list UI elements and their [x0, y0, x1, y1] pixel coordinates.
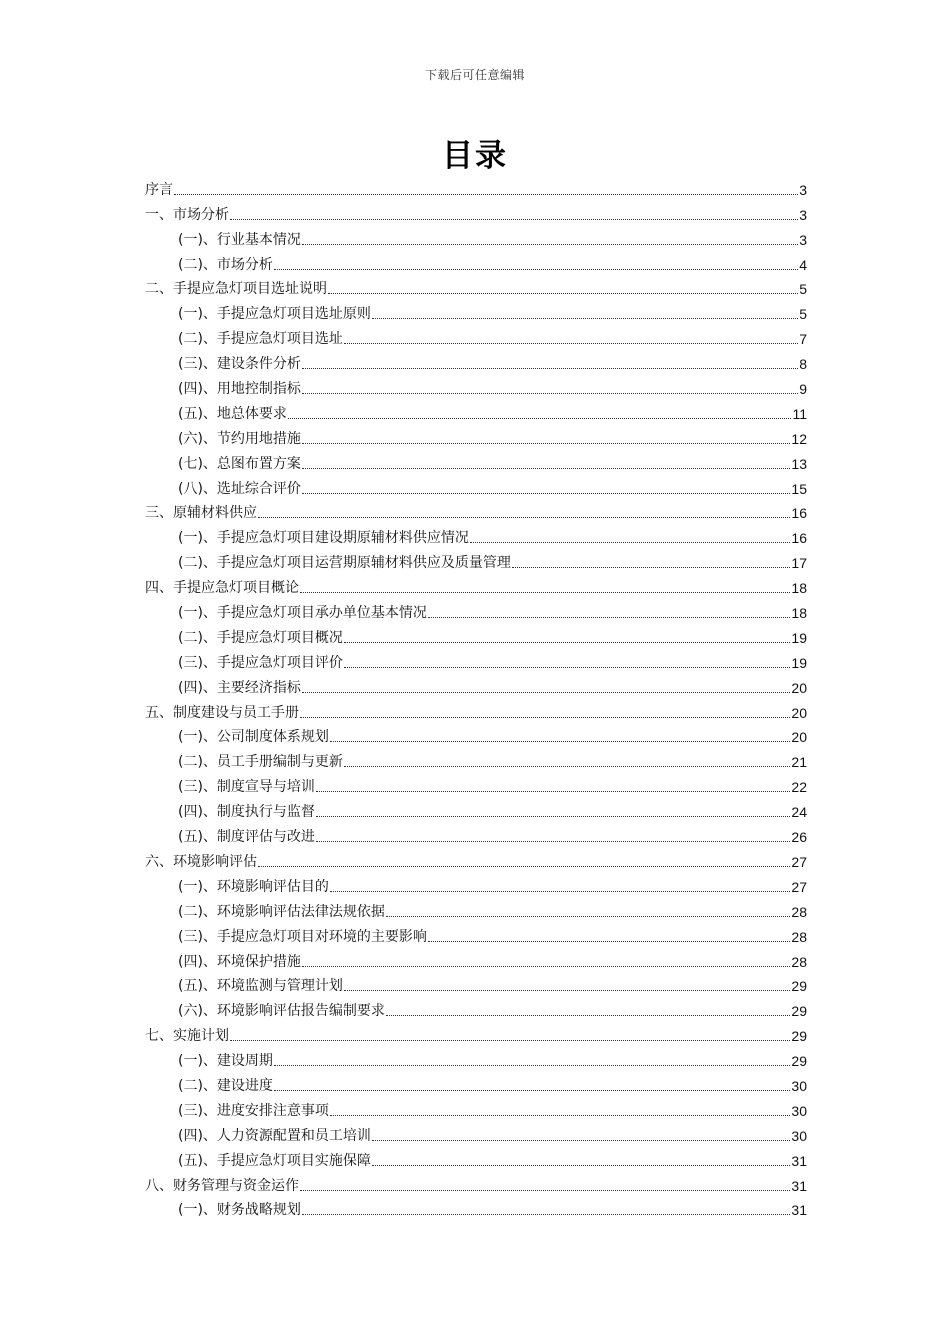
toc-entry-text: (八)、选址综合评价: [178, 480, 301, 497]
toc-entry[interactable]: [145, 1095, 807, 1120]
toc-entry-text: 五、制度建设与员工手册: [145, 704, 299, 721]
toc-entry-text: (二)、手提应急灯项目运营期原辅材料供应及质量管理: [178, 555, 511, 572]
toc-entry-page: 21: [791, 754, 807, 771]
toc-dot-leader: [386, 915, 790, 917]
toc-entry-text: 六、环境影响评估: [145, 853, 257, 870]
toc-entry-text: 七、实施计划: [145, 1028, 229, 1045]
toc-entry-page: 3: [799, 231, 807, 248]
toc-entry-text: (四)、环境保护措施: [178, 953, 301, 970]
toc-entry[interactable]: [145, 274, 807, 299]
toc-dot-leader: [344, 342, 798, 344]
toc-entry-page: 4: [799, 256, 807, 273]
toc-entry-text: 序言: [145, 181, 173, 198]
toc-entry-page: 3: [799, 206, 807, 223]
toc-entry[interactable]: [145, 672, 807, 697]
toc-entry-page: 31: [791, 1202, 807, 1219]
toc-dot-leader: [386, 1014, 790, 1016]
toc-dot-leader: [302, 367, 798, 369]
toc-entry-page: 30: [791, 1077, 807, 1094]
toc-dot-leader: [300, 591, 790, 593]
toc-entry-text: (三)、进度安排注意事项: [178, 1102, 329, 1119]
toc-dot-leader: [330, 1114, 790, 1116]
toc-entry[interactable]: [145, 921, 807, 946]
toc-dot-leader: [302, 392, 798, 394]
toc-entry-page: 19: [791, 654, 807, 671]
toc-entry-text: (三)、建设条件分析: [178, 356, 301, 373]
toc-dot-leader: [330, 740, 790, 742]
toc-entry-page: 11: [792, 405, 807, 422]
toc-dot-leader: [344, 989, 790, 991]
toc-entry-page: 26: [791, 829, 807, 846]
toc-entry-page: 16: [791, 530, 807, 547]
toc-entry[interactable]: [145, 697, 807, 722]
toc-title: 目录: [442, 138, 508, 174]
toc-entry[interactable]: [145, 1045, 807, 1070]
toc-dot-leader: [302, 243, 798, 245]
toc-dot-leader: [512, 566, 790, 568]
toc-entry[interactable]: [145, 298, 807, 323]
toc-entry-text: (五)、制度评估与改进: [178, 829, 315, 846]
header-note: 下载后可任意编辑: [424, 68, 525, 82]
toc-entry-page: 16: [791, 505, 807, 522]
toc-entry[interactable]: [145, 1020, 807, 1045]
toc-entry-text: 二、手提应急灯项目选址说明: [145, 281, 327, 298]
toc-entry[interactable]: [145, 224, 807, 249]
toc-entry[interactable]: [145, 846, 807, 871]
toc-entry-text: 四、手提应急灯项目概论: [145, 580, 299, 597]
toc-dot-leader: [258, 516, 790, 518]
toc-entry[interactable]: [145, 498, 807, 523]
toc-entry-page: 17: [791, 555, 807, 572]
toc-entry-text: 八、财务管理与资金运作: [145, 1177, 299, 1194]
toc-dot-leader: [428, 940, 790, 942]
toc-entry-text: (三)、手提应急灯项目评价: [178, 654, 343, 671]
toc-entry-text: (五)、手提应急灯项目实施保障: [178, 1152, 371, 1169]
toc-entry[interactable]: [145, 1195, 807, 1220]
toc-dot-leader: [302, 442, 790, 444]
toc-entry-text: (二)、手提应急灯项目概况: [178, 629, 343, 646]
toc-dot-leader: [302, 1213, 790, 1215]
toc-dot-leader: [316, 840, 790, 842]
toc-entry[interactable]: [145, 821, 807, 846]
table-of-contents: [145, 174, 807, 1219]
toc-dot-leader: [328, 292, 798, 294]
toc-entry-page: 20: [791, 679, 807, 696]
toc-entry[interactable]: [145, 946, 807, 971]
toc-entry-text: (四)、用地控制指标: [178, 381, 301, 398]
toc-entry[interactable]: [145, 771, 807, 796]
toc-entry-text: (一)、手提应急灯项目建设期原辅材料供应情况: [178, 530, 469, 547]
toc-entry[interactable]: [145, 398, 807, 423]
toc-entry-page: 8: [799, 356, 807, 373]
toc-entry-text: (五)、地总体要求: [178, 405, 287, 422]
toc-entry[interactable]: [145, 1120, 807, 1145]
toc-entry-text: (五)、环境监测与管理计划: [178, 978, 343, 995]
toc-entry-page: 5: [799, 281, 807, 298]
toc-entry-page: 30: [791, 1127, 807, 1144]
toc-entry-page: 18: [791, 580, 807, 597]
toc-entry-text: (一)、建设周期: [178, 1053, 273, 1070]
toc-dot-leader: [274, 1089, 790, 1091]
toc-entry-page: 20: [791, 704, 807, 721]
toc-dot-leader: [372, 1139, 790, 1141]
toc-entry[interactable]: [145, 796, 807, 821]
toc-entry-page: 9: [799, 381, 807, 398]
toc-entry[interactable]: [145, 995, 807, 1020]
toc-entry-text: (二)、市场分析: [178, 256, 273, 273]
toc-entry-page: 31: [791, 1152, 807, 1169]
toc-dot-leader: [428, 616, 790, 618]
toc-dot-leader: [344, 765, 790, 767]
toc-entry-page: 28: [791, 903, 807, 920]
toc-dot-leader: [470, 541, 790, 543]
toc-entry-page: 31: [791, 1177, 807, 1194]
toc-entry[interactable]: [145, 348, 807, 373]
toc-entry-text: (三)、手提应急灯项目对环境的主要影响: [178, 928, 427, 945]
toc-entry-page: 29: [791, 1028, 807, 1045]
toc-dot-leader: [230, 1039, 790, 1041]
toc-entry-page: 12: [791, 430, 807, 447]
toc-entry-page: 3: [799, 181, 807, 198]
toc-dot-leader: [344, 641, 790, 643]
toc-entry-text: (一)、财务战略规划: [178, 1202, 301, 1219]
toc-entry-page: 13: [791, 455, 807, 472]
toc-dot-leader: [316, 790, 790, 792]
toc-entry-text: (一)、手提应急灯项目承办单位基本情况: [178, 605, 427, 622]
toc-dot-leader: [330, 890, 790, 892]
toc-dot-leader: [302, 492, 790, 494]
toc-entry-text: (四)、人力资源配置和员工培训: [178, 1127, 371, 1144]
toc-entry[interactable]: [145, 647, 807, 672]
toc-entry[interactable]: [145, 448, 807, 473]
toc-entry-page: 20: [791, 729, 807, 746]
toc-entry-page: 22: [791, 779, 807, 796]
toc-dot-leader: [174, 193, 798, 195]
toc-entry[interactable]: [145, 373, 807, 398]
toc-entry-text: (二)、建设进度: [178, 1077, 273, 1094]
toc-entry-text: (七)、总图布置方案: [178, 455, 301, 472]
toc-entry-text: (四)、主要经济指标: [178, 679, 301, 696]
toc-entry[interactable]: [145, 199, 807, 224]
toc-entry-text: (六)、环境影响评估报告编制要求: [178, 1003, 385, 1020]
toc-entry-text: (二)、环境影响评估法律法规依据: [178, 903, 385, 920]
toc-entry-page: 28: [791, 953, 807, 970]
toc-entry-page: 5: [799, 306, 807, 323]
toc-entry[interactable]: [145, 174, 807, 199]
toc-entry-page: 30: [791, 1102, 807, 1119]
toc-dot-leader: [274, 1064, 790, 1066]
toc-entry[interactable]: [145, 547, 807, 572]
toc-entry[interactable]: [145, 622, 807, 647]
toc-entry[interactable]: [145, 746, 807, 771]
toc-entry-page: 27: [791, 878, 807, 895]
toc-dot-leader: [300, 716, 790, 718]
toc-entry-page: 29: [791, 1003, 807, 1020]
toc-dot-leader: [230, 218, 798, 220]
toc-entry-page: 15: [791, 480, 807, 497]
toc-dot-leader: [344, 666, 790, 668]
toc-entry-text: (一)、环境影响评估目的: [178, 878, 329, 895]
toc-entry-page: 27: [791, 853, 807, 870]
toc-entry[interactable]: [145, 323, 807, 348]
toc-dot-leader: [274, 268, 798, 270]
toc-entry[interactable]: [145, 572, 807, 597]
toc-dot-leader: [300, 1189, 790, 1191]
toc-dot-leader: [302, 965, 790, 967]
toc-entry-text: (六)、节约用地措施: [178, 430, 301, 447]
toc-entry-text: 三、原辅材料供应: [145, 505, 257, 522]
toc-entry-text: (四)、制度执行与监督: [178, 804, 315, 821]
toc-entry[interactable]: [145, 871, 807, 896]
toc-entry[interactable]: [145, 522, 807, 547]
toc-entry-page: 18: [791, 605, 807, 622]
toc-entry[interactable]: [145, 722, 807, 747]
toc-entry[interactable]: [145, 249, 807, 274]
toc-dot-leader: [288, 417, 792, 419]
toc-entry-page: 24: [791, 804, 807, 821]
toc-entry-text: (一)、行业基本情况: [178, 231, 301, 248]
toc-entry-text: (一)、手提应急灯项目选址原则: [178, 306, 371, 323]
toc-entry-text: 一、市场分析: [145, 206, 229, 223]
toc-entry-text: (一)、公司制度体系规划: [178, 729, 329, 746]
toc-dot-leader: [258, 865, 790, 867]
toc-dot-leader: [302, 467, 790, 469]
toc-entry[interactable]: [145, 971, 807, 996]
toc-dot-leader: [372, 317, 798, 319]
toc-entry[interactable]: [145, 473, 807, 498]
toc-dot-leader: [302, 691, 790, 693]
toc-entry[interactable]: [145, 896, 807, 921]
toc-entry[interactable]: [145, 1145, 807, 1170]
toc-entry[interactable]: [145, 1070, 807, 1095]
toc-entry-page: 19: [791, 629, 807, 646]
toc-entry-text: (二)、手提应急灯项目选址: [178, 331, 343, 348]
toc-entry-page: 28: [791, 928, 807, 945]
toc-entry-page: 29: [791, 978, 807, 995]
toc-entry-text: (二)、员工手册编制与更新: [178, 754, 343, 771]
toc-entry-text: (三)、制度宣导与培训: [178, 779, 315, 796]
toc-entry[interactable]: [145, 423, 807, 448]
toc-entry-page: 7: [799, 331, 807, 348]
toc-entry-page: 29: [791, 1053, 807, 1070]
toc-entry[interactable]: [145, 597, 807, 622]
toc-entry[interactable]: [145, 1170, 807, 1195]
toc-dot-leader: [372, 1164, 790, 1166]
toc-dot-leader: [316, 815, 790, 817]
